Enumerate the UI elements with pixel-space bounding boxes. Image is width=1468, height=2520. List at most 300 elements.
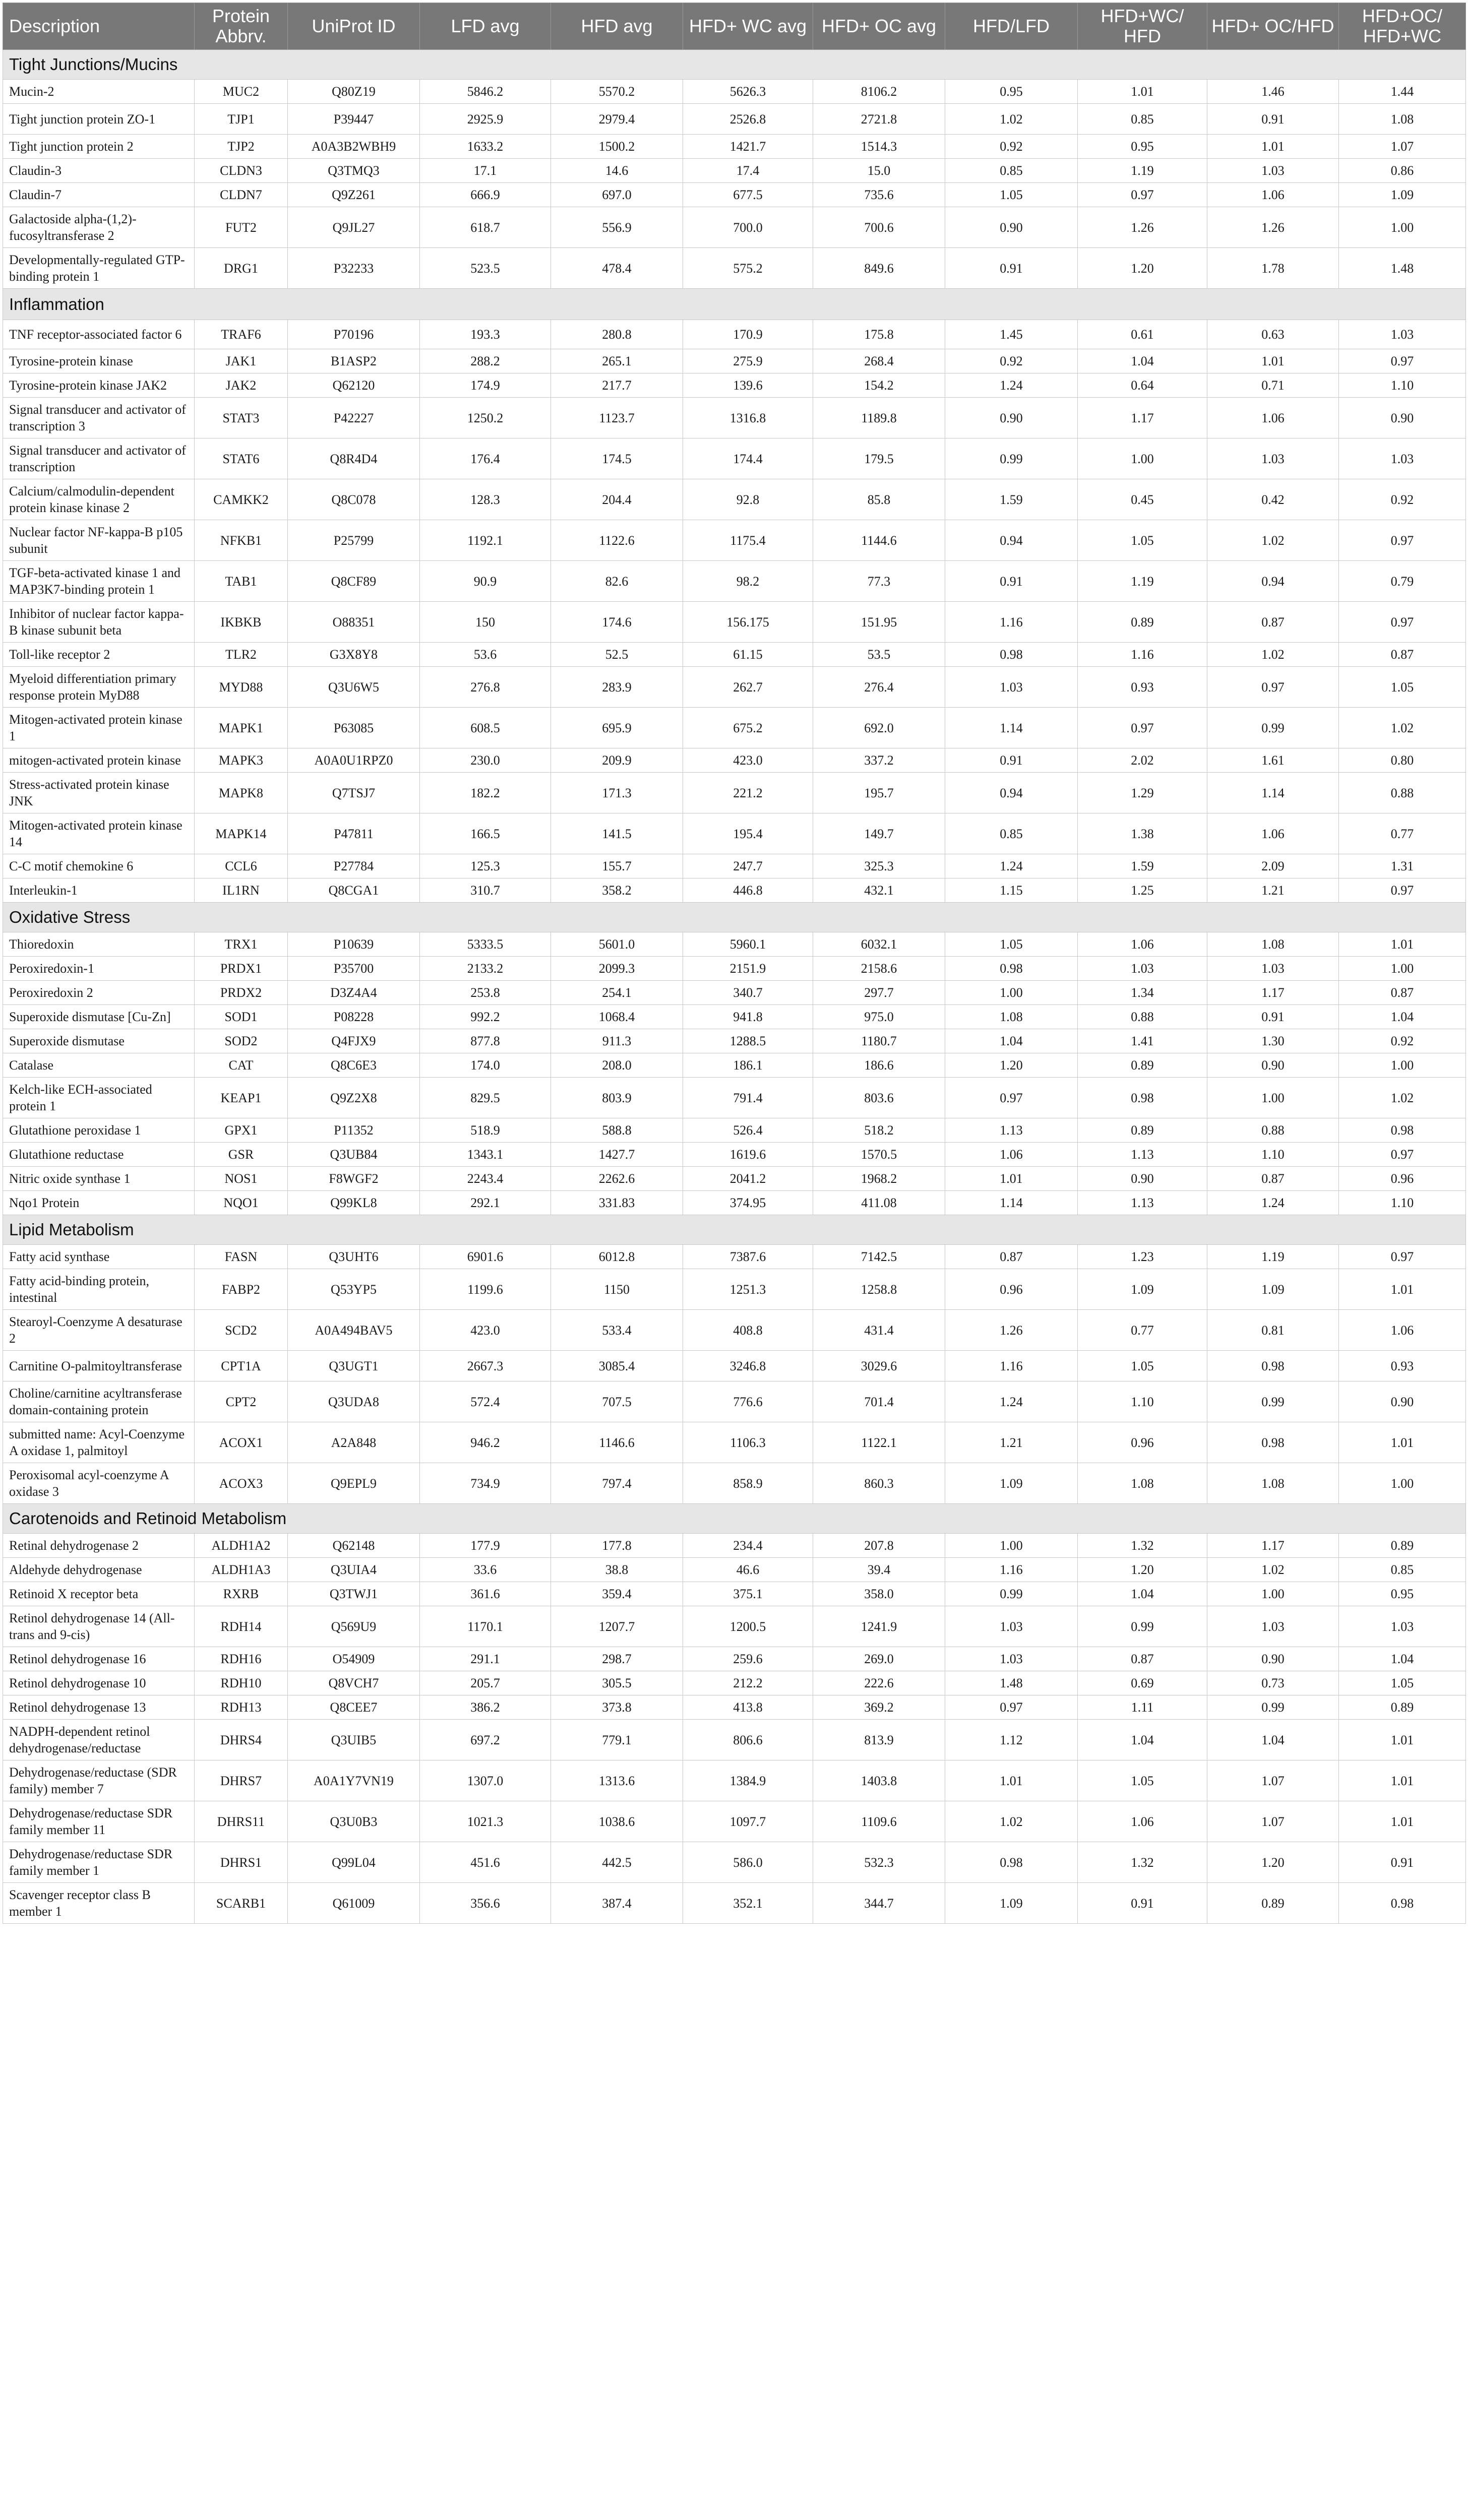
table-cell: 0.86 [1339, 159, 1466, 183]
protein-description-cell: Tyrosine-protein kinase JAK2 [3, 373, 195, 398]
table-cell: 701.4 [813, 1381, 945, 1422]
table-cell: D3Z4A4 [288, 981, 420, 1005]
table-row [3, 854, 1466, 878]
table-cell: 15.0 [813, 159, 945, 183]
table-row [3, 1310, 1466, 1351]
table-cell: 849.6 [813, 248, 945, 289]
table-cell: 0.92 [1339, 479, 1466, 520]
table-cell: 1.01 [1339, 1760, 1466, 1801]
table-cell: 1.17 [1078, 398, 1207, 438]
table-cell: 1.00 [1078, 438, 1207, 479]
table-cell: 1.26 [1207, 207, 1339, 248]
table-cell: 174.4 [683, 438, 813, 479]
table-cell: 269.0 [813, 1647, 945, 1671]
table-cell: Q3UDA8 [288, 1381, 420, 1422]
table-cell: 1.41 [1078, 1029, 1207, 1053]
column-header: LFD avg [420, 3, 551, 50]
table-cell: ALDH1A3 [195, 1558, 288, 1582]
table-row [3, 1245, 1466, 1269]
table-row [3, 1801, 1466, 1842]
table-cell: 1.10 [1078, 1381, 1207, 1422]
protein-description-cell: Retinol dehydrogenase 16 [3, 1647, 195, 1671]
table-cell: SCARB1 [195, 1883, 288, 1924]
table-cell: 1.06 [1339, 1310, 1466, 1351]
table-cell: 0.98 [945, 1842, 1078, 1883]
table-cell: 230.0 [420, 748, 551, 773]
protein-description-cell: Nqo1 Protein [3, 1191, 195, 1215]
table-cell: RDH13 [195, 1695, 288, 1720]
protein-description-cell: Aldehyde dehydrogenase [3, 1558, 195, 1582]
table-cell: 297.7 [813, 981, 945, 1005]
table-row [3, 479, 1466, 520]
protein-description-cell: Calcium/calmodulin-dependent protein kinase kinase 2 [3, 479, 195, 520]
table-cell: 677.5 [683, 183, 813, 207]
table-cell: 38.8 [551, 1558, 683, 1582]
table-cell: 451.6 [420, 1842, 551, 1883]
table-cell: Q9JL27 [288, 207, 420, 248]
table-cell: 2262.6 [551, 1167, 683, 1191]
table-cell: 1.01 [945, 1760, 1078, 1801]
table-row [3, 1534, 1466, 1558]
table-cell: 2133.2 [420, 957, 551, 981]
table-cell: 5846.2 [420, 80, 551, 104]
table-row [3, 1647, 1466, 1671]
table-cell: 0.61 [1078, 320, 1207, 349]
table-cell: CPT2 [195, 1381, 288, 1422]
table-cell: 1021.3 [420, 1801, 551, 1842]
table-cell: 337.2 [813, 748, 945, 773]
table-row [3, 878, 1466, 903]
table-cell: 195.4 [683, 813, 813, 854]
table-cell: 2925.9 [420, 104, 551, 135]
table-cell: 204.4 [551, 479, 683, 520]
table-row [3, 207, 1466, 248]
table-cell: 478.4 [551, 248, 683, 289]
table-cell: 1175.4 [683, 520, 813, 561]
table-cell: 1968.2 [813, 1167, 945, 1191]
table-cell: 1.15 [945, 878, 1078, 903]
table-cell: 1.20 [1078, 248, 1207, 289]
table-cell: 1.10 [1207, 1143, 1339, 1167]
table-cell: 1.14 [945, 1191, 1078, 1215]
table-cell: 358.0 [813, 1582, 945, 1606]
protein-description-cell: Claudin-3 [3, 159, 195, 183]
protein-description-cell: Thioredoxin [3, 932, 195, 957]
table-cell: 2099.3 [551, 957, 683, 981]
protein-description-cell: Retinoid X receptor beta [3, 1582, 195, 1606]
table-cell: 0.81 [1207, 1310, 1339, 1351]
table-cell: 1.21 [1207, 878, 1339, 903]
table-cell: 1.00 [945, 981, 1078, 1005]
table-cell: 0.98 [945, 957, 1078, 981]
table-cell: 0.98 [1207, 1351, 1339, 1381]
table-cell: 707.5 [551, 1381, 683, 1422]
protein-description-cell: Superoxide dismutase [3, 1029, 195, 1053]
protein-description-cell: Tight junction protein 2 [3, 135, 195, 159]
table-cell: 0.90 [945, 207, 1078, 248]
table-cell: F8WGF2 [288, 1167, 420, 1191]
table-cell: Q3UHT6 [288, 1245, 420, 1269]
table-cell: 1.00 [1339, 1463, 1466, 1504]
table-cell: 1.02 [945, 1801, 1078, 1842]
table-cell: 0.89 [1078, 1118, 1207, 1143]
table-cell: 423.0 [420, 1310, 551, 1351]
protein-description-cell: Tyrosine-protein kinase [3, 349, 195, 373]
table-cell: 586.0 [683, 1842, 813, 1883]
table-cell: 1.20 [1078, 1558, 1207, 1582]
table-cell: 1.23 [1078, 1245, 1207, 1269]
table-cell: 90.9 [420, 561, 551, 602]
table-cell: 975.0 [813, 1005, 945, 1029]
table-cell: 1.04 [1339, 1005, 1466, 1029]
table-cell: 797.4 [551, 1463, 683, 1504]
table-cell: 0.64 [1078, 373, 1207, 398]
table-cell: 179.5 [813, 438, 945, 479]
table-row [3, 80, 1466, 104]
table-cell: IL1RN [195, 878, 288, 903]
table-cell: 1.00 [1339, 1053, 1466, 1078]
table-cell: 262.7 [683, 667, 813, 708]
table-cell: 17.1 [420, 159, 551, 183]
table-row [3, 1143, 1466, 1167]
protein-description-cell: Signal transducer and activator of transcription 3 [3, 398, 195, 438]
table-cell: 813.9 [813, 1720, 945, 1760]
table-cell: 1068.4 [551, 1005, 683, 1029]
table-cell: TRAF6 [195, 320, 288, 349]
table-cell: 791.4 [683, 1078, 813, 1118]
table-cell: 1122.6 [551, 520, 683, 561]
table-cell: GPX1 [195, 1118, 288, 1143]
table-cell: 0.98 [1339, 1883, 1466, 1924]
table-cell: 572.4 [420, 1381, 551, 1422]
table-cell: 1.13 [945, 1118, 1078, 1143]
table-container [3, 3, 1465, 1924]
table-cell: 423.0 [683, 748, 813, 773]
protein-description-cell: Retinol dehydrogenase 13 [3, 1695, 195, 1720]
table-cell: 1.12 [945, 1720, 1078, 1760]
protein-description-cell: Peroxiredoxin-1 [3, 957, 195, 981]
column-header: Description [3, 3, 195, 50]
table-cell: CCL6 [195, 854, 288, 878]
table-cell: 259.6 [683, 1647, 813, 1671]
table-cell: 1258.8 [813, 1269, 945, 1310]
table-cell: 208.0 [551, 1053, 683, 1078]
table-cell: 373.8 [551, 1695, 683, 1720]
table-cell: P27784 [288, 854, 420, 878]
protein-description-cell: Peroxiredoxin 2 [3, 981, 195, 1005]
table-cell: 431.4 [813, 1310, 945, 1351]
table-cell: 0.90 [945, 398, 1078, 438]
table-cell: 1.14 [945, 708, 1078, 748]
table-cell: 411.08 [813, 1191, 945, 1215]
table-cell: STAT3 [195, 398, 288, 438]
table-cell: P32233 [288, 248, 420, 289]
table-cell: 1.09 [1207, 1269, 1339, 1310]
table-cell: IKBKB [195, 602, 288, 643]
table-cell: 310.7 [420, 878, 551, 903]
table-row [3, 1191, 1466, 1215]
table-cell: NFKB1 [195, 520, 288, 561]
table-cell: 0.98 [1207, 1422, 1339, 1463]
table-cell: 1200.5 [683, 1606, 813, 1647]
table-row [3, 708, 1466, 748]
table-cell: 0.87 [1207, 1167, 1339, 1191]
table-cell: 829.5 [420, 1078, 551, 1118]
table-cell: 700.6 [813, 207, 945, 248]
table-cell: FABP2 [195, 1269, 288, 1310]
table-cell: Q8R4D4 [288, 438, 420, 479]
table-cell: 155.7 [551, 854, 683, 878]
table-cell: O54909 [288, 1647, 420, 1671]
table-cell: Q8CEE7 [288, 1695, 420, 1720]
table-cell: 154.2 [813, 373, 945, 398]
table-cell: Q62120 [288, 373, 420, 398]
table-cell: 0.97 [1078, 708, 1207, 748]
table-cell: 53.6 [420, 643, 551, 667]
protein-description-cell: submitted name: Acyl-Coenzyme A oxidase 1, palmitoyl [3, 1422, 195, 1463]
table-cell: 1343.1 [420, 1143, 551, 1167]
section-title: Lipid Metabolism [3, 1215, 1466, 1245]
protein-description-cell: mitogen-activated protein kinase [3, 748, 195, 773]
table-cell: 1.16 [1078, 643, 1207, 667]
table-cell: 0.88 [1207, 1118, 1339, 1143]
table-cell: 265.1 [551, 349, 683, 373]
table-cell: 1.45 [945, 320, 1078, 349]
table-cell: 344.7 [813, 1883, 945, 1924]
table-cell: 0.99 [945, 1582, 1078, 1606]
table-cell: 1.02 [1207, 520, 1339, 561]
table-row [3, 957, 1466, 981]
protein-description-cell: Galactoside alpha-(1,2)-fucosyltransferase 2 [3, 207, 195, 248]
table-cell: P10639 [288, 932, 420, 957]
table-cell: 858.9 [683, 1463, 813, 1504]
table-row [3, 135, 1466, 159]
protein-description-cell: Fatty acid synthase [3, 1245, 195, 1269]
table-cell: 0.85 [945, 813, 1078, 854]
table-cell: 0.85 [945, 159, 1078, 183]
table-cell: 0.96 [945, 1269, 1078, 1310]
table-row [3, 320, 1466, 349]
table-cell: P47811 [288, 813, 420, 854]
protein-description-cell: Mitogen-activated protein kinase 1 [3, 708, 195, 748]
table-cell: 0.77 [1339, 813, 1466, 854]
table-cell: 177.9 [420, 1534, 551, 1558]
table-row [3, 1582, 1466, 1606]
table-cell: 291.1 [420, 1647, 551, 1671]
table-cell: Q99L04 [288, 1842, 420, 1883]
table-cell: 1514.3 [813, 135, 945, 159]
protein-description-cell: C-C motif chemokine 6 [3, 854, 195, 878]
table-row [3, 1463, 1466, 1504]
table-cell: 53.5 [813, 643, 945, 667]
table-cell: 518.9 [420, 1118, 551, 1143]
table-cell: TRX1 [195, 932, 288, 957]
table-cell: 666.9 [420, 183, 551, 207]
table-cell: 697.0 [551, 183, 683, 207]
table-cell: 1.08 [1078, 1463, 1207, 1504]
table-cell: 0.90 [1207, 1647, 1339, 1671]
table-cell: 1.26 [945, 1310, 1078, 1351]
table-cell: 1403.8 [813, 1760, 945, 1801]
table-cell: 171.3 [551, 773, 683, 813]
table-cell: 0.98 [1078, 1078, 1207, 1118]
section-header-row [3, 903, 1466, 932]
table-cell: 0.97 [1207, 667, 1339, 708]
table-cell: 0.63 [1207, 320, 1339, 349]
table-cell: 5960.1 [683, 932, 813, 957]
table-cell: 1.02 [1207, 1558, 1339, 1582]
table-cell: Q99KL8 [288, 1191, 420, 1215]
table-cell: 1.00 [1339, 957, 1466, 981]
table-cell: 556.9 [551, 207, 683, 248]
table-cell: 1170.1 [420, 1606, 551, 1647]
table-cell: 3029.6 [813, 1351, 945, 1381]
table-cell: PRDX1 [195, 957, 288, 981]
table-cell: 1.44 [1339, 80, 1466, 104]
table-cell: 0.97 [1339, 520, 1466, 561]
table-cell: 5570.2 [551, 80, 683, 104]
table-cell: 39.4 [813, 1558, 945, 1582]
table-cell: 0.93 [1339, 1351, 1466, 1381]
protein-description-cell: Catalase [3, 1053, 195, 1078]
table-cell: 174.9 [420, 373, 551, 398]
table-cell: 1.01 [1078, 80, 1207, 104]
table-cell: A0A494BAV5 [288, 1310, 420, 1351]
table-cell: 1.09 [1339, 183, 1466, 207]
table-cell: 222.6 [813, 1671, 945, 1695]
column-header: HFD+WC/ HFD [1078, 3, 1207, 50]
protein-description-cell: Mucin-2 [3, 80, 195, 104]
table-cell: MYD88 [195, 667, 288, 708]
table-cell: 0.96 [1078, 1422, 1207, 1463]
table-cell: 408.8 [683, 1310, 813, 1351]
table-cell: 2158.6 [813, 957, 945, 981]
table-cell: 0.89 [1078, 602, 1207, 643]
table-row [3, 1760, 1466, 1801]
table-cell: 1.19 [1078, 159, 1207, 183]
table-cell: 1.19 [1078, 561, 1207, 602]
table-cell: 5626.3 [683, 80, 813, 104]
table-cell: P70196 [288, 320, 420, 349]
column-header: HFD avg [551, 3, 683, 50]
table-cell: PRDX2 [195, 981, 288, 1005]
table-cell: 692.0 [813, 708, 945, 748]
table-cell: DHRS7 [195, 1760, 288, 1801]
table-cell: Q9EPL9 [288, 1463, 420, 1504]
table-cell: KEAP1 [195, 1078, 288, 1118]
table-cell: 1.06 [1078, 1801, 1207, 1842]
table-cell: DHRS4 [195, 1720, 288, 1760]
table-cell: 1207.7 [551, 1606, 683, 1647]
protein-description-cell: Claudin-7 [3, 183, 195, 207]
table-cell: 170.9 [683, 320, 813, 349]
table-cell: 1.48 [1339, 248, 1466, 289]
table-cell: 374.95 [683, 1191, 813, 1215]
table-cell: P63085 [288, 708, 420, 748]
table-cell: 1.05 [945, 932, 1078, 957]
table-cell: 1.00 [945, 1534, 1078, 1558]
table-cell: 532.3 [813, 1842, 945, 1883]
table-cell: 1.24 [1207, 1191, 1339, 1215]
table-cell: 1.24 [945, 854, 1078, 878]
table-cell: 5601.0 [551, 932, 683, 957]
table-cell: Q8C078 [288, 479, 420, 520]
table-cell: 186.6 [813, 1053, 945, 1078]
table-cell: 1.04 [1078, 349, 1207, 373]
table-cell: 1180.7 [813, 1029, 945, 1053]
table-cell: FASN [195, 1245, 288, 1269]
table-row [3, 773, 1466, 813]
table-cell: 175.8 [813, 320, 945, 349]
table-cell: 1.08 [945, 1005, 1078, 1029]
table-cell: 98.2 [683, 561, 813, 602]
protein-description-cell: Tight junction protein ZO-1 [3, 104, 195, 135]
table-cell: 0.73 [1207, 1671, 1339, 1695]
table-row [3, 602, 1466, 643]
table-cell: 234.4 [683, 1534, 813, 1558]
table-row [3, 159, 1466, 183]
table-cell: 1189.8 [813, 398, 945, 438]
table-cell: STAT6 [195, 438, 288, 479]
table-cell: 1.78 [1207, 248, 1339, 289]
table-row [3, 1118, 1466, 1143]
table-cell: 0.97 [945, 1078, 1078, 1118]
table-cell: 193.3 [420, 320, 551, 349]
table-cell: 128.3 [420, 479, 551, 520]
table-cell: Q3TMQ3 [288, 159, 420, 183]
table-cell: 156.175 [683, 602, 813, 643]
table-cell: 92.8 [683, 479, 813, 520]
table-cell: 0.42 [1207, 479, 1339, 520]
table-cell: 0.85 [1339, 1558, 1466, 1582]
table-cell: O88351 [288, 602, 420, 643]
table-cell: 1.04 [1078, 1720, 1207, 1760]
table-cell: 1.07 [1207, 1760, 1339, 1801]
table-cell: 0.99 [945, 438, 1078, 479]
table-cell: 1.06 [1207, 183, 1339, 207]
table-cell: MAPK8 [195, 773, 288, 813]
table-cell: Q7TSJ7 [288, 773, 420, 813]
table-cell: 779.1 [551, 1720, 683, 1760]
table-cell: 0.95 [945, 80, 1078, 104]
table-cell: 1.05 [1078, 1760, 1207, 1801]
section-title: Inflammation [3, 289, 1466, 320]
table-cell: 2041.2 [683, 1167, 813, 1191]
table-cell: 1.03 [1207, 1606, 1339, 1647]
table-cell: 14.6 [551, 159, 683, 183]
table-row [3, 1558, 1466, 1582]
table-cell: 0.91 [1339, 1842, 1466, 1883]
table-cell: 125.3 [420, 854, 551, 878]
table-cell: P11352 [288, 1118, 420, 1143]
table-cell: 608.5 [420, 708, 551, 748]
table-row [3, 104, 1466, 135]
protein-description-cell: Nuclear factor NF-kappa-B p105 subunit [3, 520, 195, 561]
protein-description-cell: Retinal dehydrogenase 2 [3, 1534, 195, 1558]
table-cell: 207.8 [813, 1534, 945, 1558]
table-cell: RDH16 [195, 1647, 288, 1671]
table-cell: 1.01 [1207, 349, 1339, 373]
table-cell: 77.3 [813, 561, 945, 602]
table-cell: 1122.1 [813, 1422, 945, 1463]
protein-description-cell: Fatty acid-binding protein, intestinal [3, 1269, 195, 1310]
table-cell: P25799 [288, 520, 420, 561]
table-cell: 575.2 [683, 248, 813, 289]
table-row [3, 183, 1466, 207]
table-cell: 1.17 [1207, 1534, 1339, 1558]
table-cell: 1.46 [1207, 80, 1339, 104]
table-cell: 280.8 [551, 320, 683, 349]
